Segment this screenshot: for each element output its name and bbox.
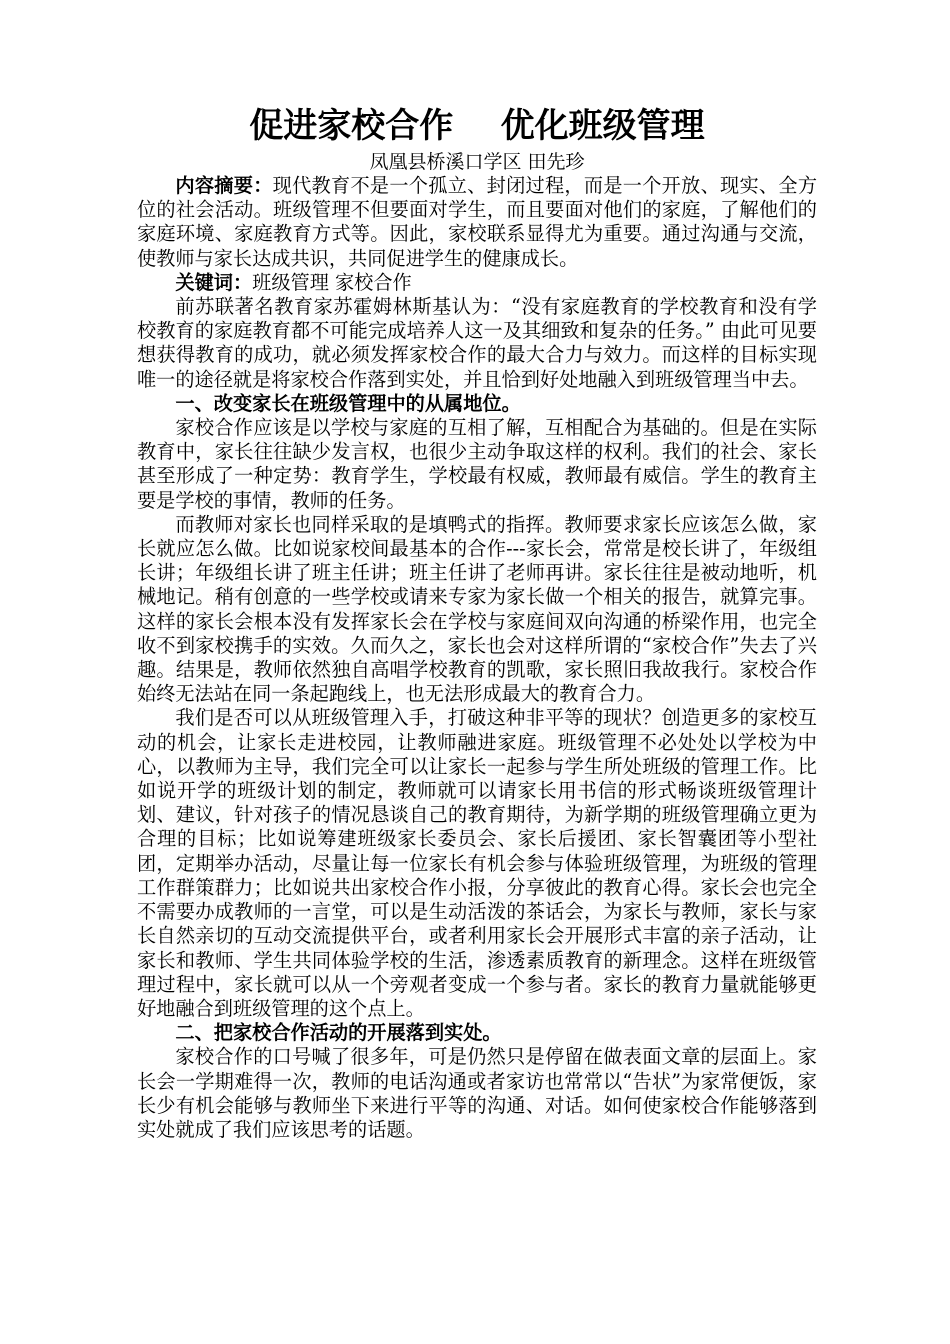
document-title: 促进家校合作 优化班级管理	[249, 106, 705, 146]
abstract-paragraph	[137, 174, 817, 271]
document-author: 凤凰县桥溪口学区 田先珍	[369, 151, 585, 173]
section-heading-1: 一、改变家长在班级管理中的从属地位。	[175, 391, 521, 415]
section-heading-2: 二、把家校合作活动的开展落到实处。	[175, 1021, 502, 1045]
keywords-text: 班级管理 家校合作	[252, 270, 412, 294]
section1-paragraph: 我们是否可以从班级管理入手，打破这种非平等的现状？创造更多的家校互动的机会，让家长走进校园，让教师融进家庭。班级管理不必处处以学校为中心，以教师为主导，我们完全可以让家长一起参与学生所处班级的管理工作。比如说开学的班级计划的制定，教师就可以请家长用书信的形式畅谈班级管理计划、建议，针对孩子的情况恳谈自己的教育期待，为新学期的班级管理确立更为合理的目标；比如说筹建班级家长委员会、家长后援团、家长智囊团等小型社团，定期举办活动，尽量让每一位家长有机会参与体验班级管理，为班级的管理工作群策群力；比如说共出家校合作小报，分享彼此的教育心得。家长会也完全不需要办成教师的一言堂，可以是生动活泼的茶话会，为家长与教师，家长与家长自然亲切的互动交流提供平台，或者利用家长会开展形式丰富的亲子活动，让家长和教师、学生共同体验学校的生活，渗透素质教育的新理念。这样在班级管理过程中，家长就可以从一个旁观者变成一个参与者。家长的教育力量就能够更好地融合到班级管理的这个点上。	[137, 706, 817, 1020]
keywords-paragraph	[137, 271, 817, 295]
section2-paragraph: 家校合作的口号喊了很多年，可是仍然只是停留在做表面文章的层面上。家长会一学期难得一次，教师的电话沟通或者家访也常常以“告状”为家常便饭，家长少有机会能够与教师坐下来进行平等的沟通、对话。如何使家校合作能够落到实处就成了我们应该思考的话题。	[137, 1045, 817, 1141]
section1-paragraph: 而教师对家长也同样采取的是填鸭式的指挥。教师要求家长应该怎么做，家长就应怎么做。比如说家校间最基本的合作---家长会，常常是校长讲了，年级组长讲；年级组长讲了班主任讲；班主任讲了老师再讲。家长往往是被动地听，机械地记。稍有创意的一些学校或请来专家为家长做一个相关的报告，就算完事。这样的家长会根本没有发挥家长会在学校与家庭间双向沟通的桥梁作用，也完全收不到家校携手的实效。久而久之，家长也会对这样所谓的“家校合作”失去了兴趣。结果是，教师依然独自高唱学校教育的凯歌，家长照旧我故我行。家校合作始终无法站在同一条起跑线上，也无法形成最大的教育合力。	[137, 512, 817, 706]
abstract-label: 内容摘要：	[175, 174, 273, 197]
document-body	[137, 102, 817, 1142]
abstract-text: 现代教育不是一个孤立、封闭过程，而是一个开放、现实、全方位的社会活动。班级管理不但要面对学生，而且要面对他们的家庭，了解他们的家庭环境、家庭教育方式等。因此，家校联系显得尤为重要。通过沟通与交流，使教师与家长达成共识，共同促进学生的健康成长。	[137, 174, 818, 270]
keywords-label: 关键词：	[175, 270, 253, 294]
section1-paragraph: 家校合作应该是以学校与家庭的互相了解，互相配合为基础的。但是在实际教育中，家长往往缺少发言权，也很少主动争取这样的权利。我们的社会、家长甚至形成了一种定势：教育学生，学校最有权威，教师最有威信。学生的教育主要是学校的事情，教师的任务。	[137, 416, 817, 512]
intro-paragraph: 前苏联著名教育家苏霍姆林斯基认为：“没有家庭教育的学校教育和没有学校教育的家庭教育都不可能完成培养人这一及其细致和复杂的任务。” 由此可见要想获得教育的成功，就必须发挥家校合作的最大合力与效力。而这样的目标实现唯一的途径就是将家校合作落到实处，并且恰到好处地融入到班级管理当中去。	[137, 295, 817, 391]
